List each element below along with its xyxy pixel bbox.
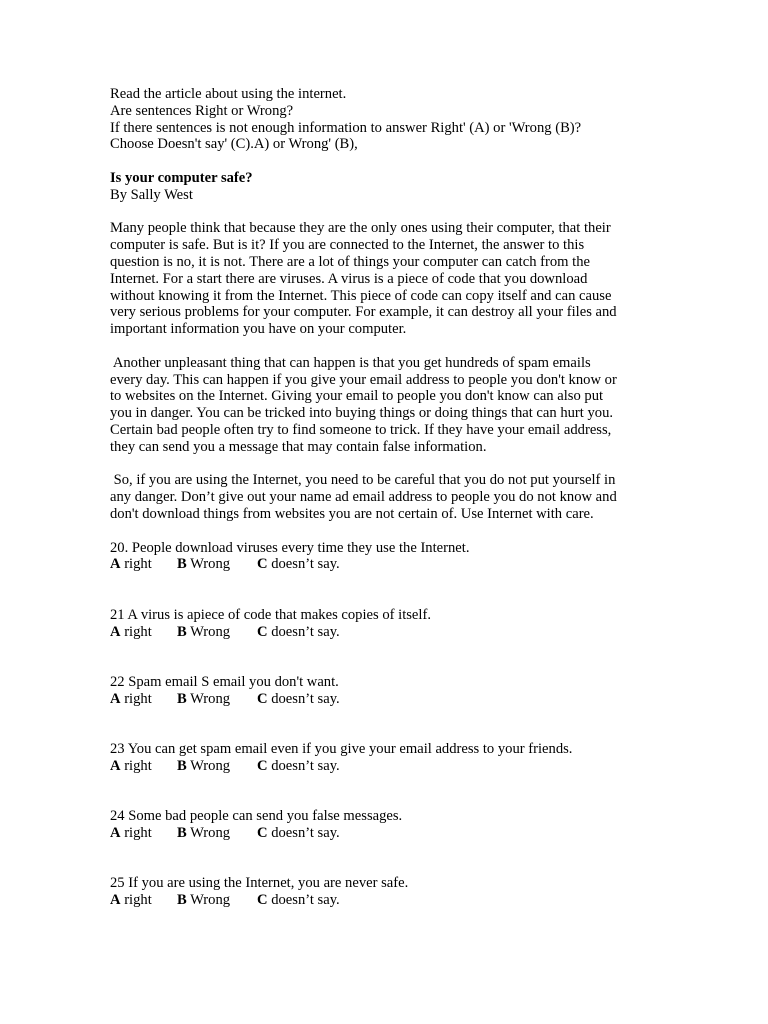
option-c[interactable]	[257, 758, 340, 775]
instructions	[110, 86, 658, 153]
option-letter: B	[177, 690, 187, 707]
article-paragraph-3	[110, 472, 658, 522]
option-b[interactable]	[177, 556, 257, 573]
option-a[interactable]	[110, 892, 177, 909]
option-a[interactable]	[110, 556, 177, 573]
question-text: 20. People download viruses every time they use the Internet.	[110, 539, 470, 556]
paragraph-line: question is no, it is not. There are a lot of things your computer can catch from the	[110, 253, 590, 270]
paragraph-line: important information you have on your computer.	[110, 321, 407, 338]
option-letter: A	[110, 623, 121, 640]
instruction-line: If there sentences is not enough information to answer Right' (A) or 'Wrong (B)?	[110, 119, 582, 136]
article-byline: By Sally West	[110, 186, 193, 203]
option-label: doesn’t say.	[267, 556, 340, 573]
paragraph-line: Internet. For a start there are viruses. A virus is a piece of code that you download	[110, 270, 588, 287]
option-letter: C	[257, 892, 268, 909]
option-letter: B	[177, 556, 187, 573]
question-text: 21 A virus is apiece of code that makes copies of itself.	[110, 606, 431, 623]
question-text: 24 Some bad people can send you false messages.	[110, 808, 403, 825]
paragraph-line: don't download things from websites you are not certain of. Use Internet with care.	[110, 505, 594, 522]
instruction-line: Are sentences Right or Wrong?	[110, 102, 294, 119]
option-label: right	[120, 690, 152, 707]
option-c[interactable]	[257, 892, 340, 909]
paragraph-line: Another unpleasant thing that can happen is that you get hundreds of spam emails	[110, 354, 591, 371]
option-letter: C	[257, 556, 268, 573]
spacer	[110, 456, 658, 473]
question-item	[110, 808, 658, 842]
option-letter: A	[110, 690, 121, 707]
instruction-line: Choose Doesn't say' (C).A) or Wrong' (B),	[110, 136, 358, 153]
option-letter: C	[257, 825, 268, 842]
option-label: Wrong	[186, 690, 231, 707]
option-c[interactable]	[257, 691, 340, 708]
paragraph-line: very serious problems for your computer. For example, it can destroy all your files and	[110, 304, 617, 321]
option-a[interactable]	[110, 624, 177, 641]
question-item	[110, 741, 658, 775]
option-label: Wrong	[186, 757, 231, 774]
option-label: Wrong	[186, 892, 231, 909]
option-letter: B	[177, 892, 187, 909]
option-c[interactable]	[257, 556, 340, 573]
question-list	[110, 540, 658, 910]
option-letter: A	[110, 825, 121, 842]
option-letter: A	[110, 757, 121, 774]
paragraph-line: any danger. Don’t give out your name ad email address to people you do not know and	[110, 489, 617, 506]
paragraph-line: Many people think that because they are the only ones using their computer, that their	[110, 220, 611, 237]
article-paragraph-2	[110, 355, 658, 456]
answer-options	[110, 624, 658, 641]
option-label: right	[120, 892, 152, 909]
option-c[interactable]	[257, 624, 340, 641]
option-b[interactable]	[177, 691, 257, 708]
question-item	[110, 674, 658, 708]
option-letter: A	[110, 556, 121, 573]
paragraph-line: they can send you a message that may contain false information.	[110, 438, 487, 455]
option-b[interactable]	[177, 624, 257, 641]
paragraph-line: without knowing it from the Internet. This piece of code can copy itself and can cause	[110, 287, 612, 304]
question-item	[110, 875, 658, 909]
instruction-line: Read the article about using the internet.	[110, 86, 347, 102]
option-a[interactable]	[110, 691, 177, 708]
question-text: 25 If you are using the Internet, you are never safe.	[110, 875, 409, 892]
option-label: doesn’t say.	[267, 623, 340, 640]
option-label: right	[120, 623, 152, 640]
option-a[interactable]	[110, 758, 177, 775]
question-item	[110, 540, 658, 574]
option-a[interactable]	[110, 825, 177, 842]
article-title: Is your computer safe?	[110, 169, 253, 186]
spacer	[110, 153, 658, 170]
option-b[interactable]	[177, 825, 257, 842]
article-paragraph-1	[110, 220, 658, 338]
question-item	[110, 607, 658, 641]
paragraph-line: Certain bad people often try to find someone to trick. If they have your email address,	[110, 421, 612, 438]
paragraph-line: computer is safe. But is it? If you are connected to the Internet, the answer to this	[110, 237, 585, 254]
paragraph-line: every day. This can happen if you give your email address to people you don't know or	[110, 371, 617, 388]
option-label: Wrong	[186, 556, 231, 573]
answer-options	[110, 758, 658, 775]
option-letter: B	[177, 757, 187, 774]
option-label: doesn’t say.	[267, 757, 340, 774]
option-b[interactable]	[177, 892, 257, 909]
option-label: doesn’t say.	[267, 892, 340, 909]
document-page	[110, 86, 658, 909]
question-text: 23 You can get spam email even if you give your email address to your friends.	[110, 741, 573, 758]
option-letter: C	[257, 623, 268, 640]
option-label: doesn’t say.	[267, 690, 340, 707]
option-letter: C	[257, 757, 268, 774]
paragraph-line: So, if you are using the Internet, you need to be careful that you do not put yourself in	[110, 472, 616, 489]
paragraph-line: you in danger. You can be tricked into buying things or doing things that can hurt you.	[110, 405, 614, 422]
article	[110, 170, 658, 523]
spacer	[110, 204, 658, 221]
option-c[interactable]	[257, 825, 340, 842]
answer-options	[110, 556, 658, 573]
answer-options	[110, 691, 658, 708]
option-label: right	[120, 757, 152, 774]
option-letter: A	[110, 892, 121, 909]
option-letter: B	[177, 825, 187, 842]
paragraph-line: to websites on the Internet. Giving your email to people you don't know can also put	[110, 388, 604, 405]
option-label: right	[120, 825, 152, 842]
answer-options	[110, 825, 658, 842]
answer-options	[110, 892, 658, 909]
option-letter: C	[257, 690, 268, 707]
option-label: right	[120, 556, 152, 573]
option-b[interactable]	[177, 758, 257, 775]
spacer	[110, 338, 658, 355]
option-label: Wrong	[186, 623, 231, 640]
option-label: Wrong	[186, 825, 231, 842]
option-label: doesn’t say.	[267, 825, 340, 842]
option-letter: B	[177, 623, 187, 640]
question-text: 22 Spam email S email you don't want.	[110, 673, 339, 690]
